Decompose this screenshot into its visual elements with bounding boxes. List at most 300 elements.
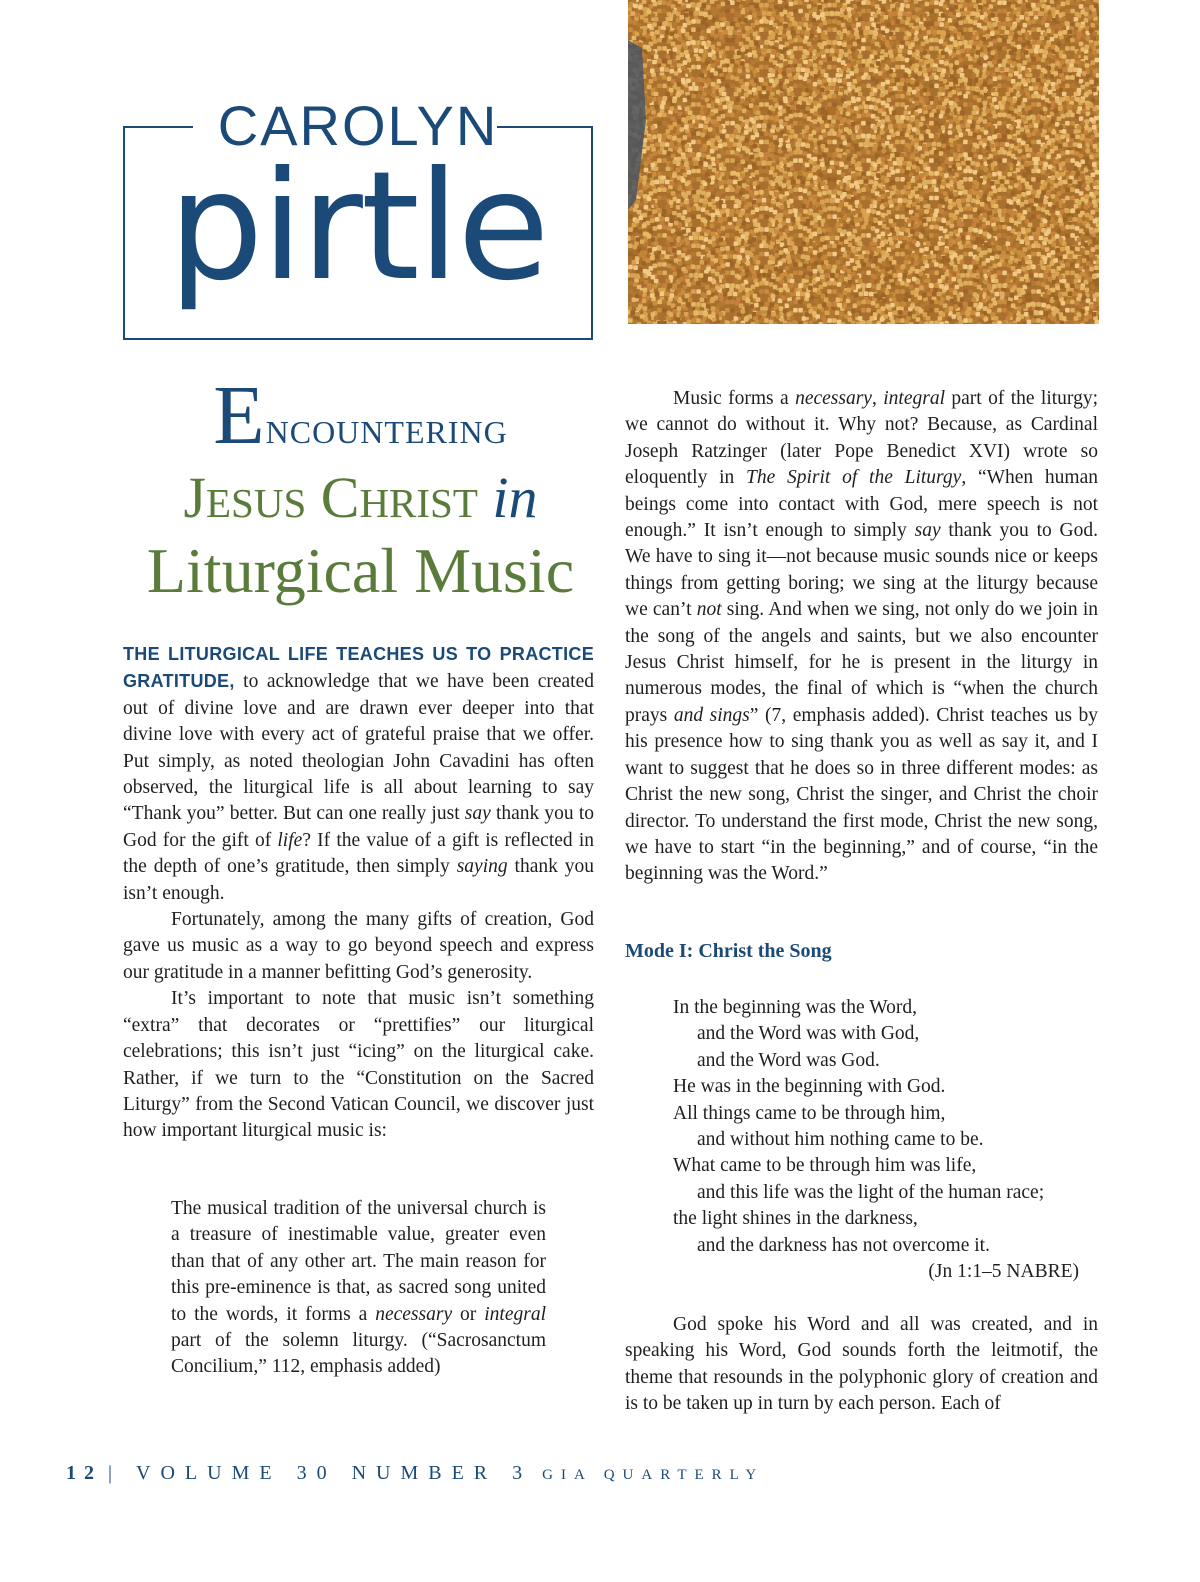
mosaic-tile [759, 27, 764, 32]
mosaic-tile [876, 173, 881, 178]
mosaic-tile [1010, 69, 1015, 74]
mosaic-tile [866, 158, 871, 163]
mosaic-tile [696, 140, 701, 145]
mosaic-tile [973, 191, 978, 196]
mosaic-tile [1094, 116, 1099, 121]
mosaic-tile [660, 30, 665, 35]
mosaic-tile [959, 170, 964, 175]
mosaic-tile [857, 151, 862, 156]
mosaic-tile [785, 154, 790, 159]
mosaic-tile [1075, 114, 1080, 119]
mosaic-tile [752, 88, 757, 93]
mosaic-tile [691, 27, 696, 32]
mosaic-tile [973, 116, 978, 121]
mosaic-tile [986, 109, 991, 114]
mosaic-tile [809, 159, 814, 164]
mosaic-tile [905, 95, 910, 100]
mosaic-tile [903, 86, 908, 91]
mosaic-tile [825, 124, 830, 129]
mosaic-tile [1020, 202, 1025, 207]
mosaic-tile [939, 60, 944, 65]
mosaic-tile [730, 196, 735, 201]
mosaic-tile [738, 218, 743, 223]
mosaic-tile [1036, 190, 1041, 195]
mosaic-tile [927, 142, 932, 147]
mosaic-tile [847, 45, 852, 50]
mosaic-tile [691, 102, 696, 107]
mosaic-tile [827, 115, 832, 120]
mosaic-tile [793, 187, 798, 192]
mosaic-tile [857, 114, 862, 119]
mosaic-tile [827, 65, 832, 70]
mosaic-tile [971, 49, 976, 54]
mosaic-tile [961, 198, 966, 203]
mosaic-tile [741, 47, 746, 52]
mosaic-tile [911, 103, 916, 108]
mosaic-tile [1044, 13, 1049, 18]
mosaic-tile [751, 210, 756, 215]
mosaic-tile [915, 119, 920, 124]
mosaic-tile [1085, 63, 1090, 68]
mosaic-tile [763, 7, 768, 12]
mosaic-tile [1057, 154, 1062, 159]
mosaic-tile [653, 114, 658, 119]
mosaic-tile [725, 75, 730, 80]
mosaic-tile [1027, 133, 1032, 138]
mosaic-tile [803, 114, 808, 119]
mosaic-tile [720, 172, 725, 177]
mosaic-tile [745, 119, 750, 124]
mosaic-tile [971, 198, 976, 203]
mosaic-tile [853, 154, 858, 159]
mosaic-tile [1054, 183, 1059, 188]
mosaic-tile [1091, 23, 1096, 28]
mosaic-tile [1058, 69, 1063, 74]
mosaic-tile [1041, 58, 1046, 63]
mosaic-tile [735, 135, 740, 140]
mosaic-tile [847, 175, 852, 180]
mosaic-tile [858, 129, 863, 134]
mosaic-tile [1047, 141, 1052, 146]
mosaic-image [628, 0, 1099, 324]
mosaic-tile [866, 96, 871, 101]
mosaic-tile [696, 169, 701, 174]
mosaic-tile [741, 122, 746, 127]
mosaic-tile [717, 229, 722, 234]
mosaic-tile [791, 67, 796, 72]
mosaic-tile [967, 119, 972, 124]
mosaic-tile [789, 151, 794, 156]
mosaic-tile [1031, 214, 1036, 219]
mosaic-tile [1028, 36, 1033, 41]
mosaic-tile [1020, 90, 1025, 95]
mosaic-tile [876, 61, 881, 66]
mosaic-tile [933, 26, 938, 31]
mosaic-tile [725, 225, 730, 230]
mosaic-tile [730, 59, 735, 64]
mosaic-tile [1070, 113, 1075, 118]
mosaic-tile [827, 214, 832, 219]
mosaic-tile [662, 158, 667, 163]
mosaic-tile [892, 36, 897, 41]
mosaic-tile [762, 161, 767, 166]
mosaic-tile [881, 63, 886, 68]
mosaic-tile [1051, 63, 1056, 68]
mosaic-tile [861, 121, 866, 126]
mosaic-tile [715, 99, 720, 104]
mosaic-tile [934, 158, 939, 163]
mosaic-tile [759, 177, 764, 182]
mosaic-tile [759, 19, 764, 24]
mosaic-tile [919, 61, 924, 66]
mosaic-tile [633, 20, 638, 25]
mosaic-tile [751, 98, 756, 103]
mosaic-tile [1007, 189, 1012, 194]
mosaic-tile [723, 217, 728, 222]
mosaic-tile [729, 100, 734, 105]
mosaic-tile [754, 153, 759, 158]
mosaic-tile [881, 26, 886, 31]
mosaic-tile [686, 4, 691, 9]
mosaic-tile [1023, 210, 1028, 215]
mosaic-tile [840, 200, 845, 205]
mosaic-tile [1094, 41, 1099, 46]
mosaic-tile [983, 175, 988, 180]
mosaic-tile [899, 119, 904, 124]
mosaic-tile [749, 42, 754, 47]
mosaic-tile [806, 144, 811, 149]
mosaic-tile [997, 150, 1002, 155]
mosaic-tile [871, 60, 876, 65]
mosaic-tile [949, 7, 954, 12]
mosaic-tile [835, 86, 840, 91]
mosaic-tile [893, 198, 898, 203]
mosaic-tile [892, 110, 897, 115]
mosaic-tile [741, 159, 746, 164]
mosaic-tile [861, 171, 866, 176]
mosaic-tile [756, 0, 761, 3]
mosaic-tile [793, 134, 798, 139]
mosaic-tile [824, 148, 829, 153]
mosaic-tile [871, 2, 876, 7]
mosaic-tile [976, 200, 981, 205]
mosaic-tile [856, 135, 861, 140]
mosaic-tile [900, 131, 905, 136]
mosaic-tile [1031, 19, 1036, 24]
mosaic-tile [968, 214, 973, 219]
mosaic-tile [968, 131, 973, 136]
mosaic-tile [1023, 60, 1028, 65]
mosaic-tile [1054, 146, 1059, 151]
mosaic-tile [949, 82, 954, 87]
mosaic-tile [866, 171, 871, 176]
mosaic-tile [720, 135, 725, 140]
mosaic-tile [915, 63, 920, 68]
mosaic-tile [759, 206, 764, 211]
mosaic-tile [959, 20, 964, 25]
mosaic-tile [813, 26, 818, 31]
mosaic-tile [899, 7, 904, 12]
mosaic-tile [926, 17, 931, 22]
mosaic-tile [1062, 204, 1067, 209]
mosaic-tile [652, 60, 657, 65]
mosaic-tile [763, 194, 768, 199]
mosaic-tile [1075, 151, 1080, 156]
mosaic-tile [1070, 0, 1075, 5]
mosaic-tile [881, 138, 886, 143]
mosaic-tile [1044, 50, 1049, 55]
mosaic-tile [779, 194, 784, 199]
mosaic-tile [797, 175, 802, 180]
mosaic-tile [837, 116, 842, 121]
mosaic-tile [789, 39, 794, 44]
mosaic-tile [701, 4, 706, 9]
mosaic-tile [670, 218, 675, 223]
mosaic-tile [1013, 159, 1018, 164]
mosaic-tile [774, 117, 779, 122]
mosaic-tile [827, 131, 832, 136]
mosaic-tile [1058, 31, 1063, 36]
mosaic-tile [653, 189, 658, 194]
mosaic-tile [699, 86, 704, 91]
mosaic-tile [885, 155, 890, 160]
mosaic-tile [921, 154, 926, 159]
mosaic-tile [877, 85, 882, 90]
mosaic-tile [1041, 78, 1046, 83]
mosaic-tile [1024, 13, 1029, 18]
mosaic-tile [715, 24, 720, 29]
mosaic-tile [696, 40, 701, 45]
mosaic-tile [757, 161, 762, 166]
mosaic-tile [926, 92, 931, 97]
mosaic-tile [903, 11, 908, 16]
mosaic-tile [986, 34, 991, 39]
mosaic-tile [846, 0, 851, 4]
mosaic-tile [1057, 79, 1062, 84]
mosaic-tile [1068, 67, 1073, 72]
mosaic-tile [730, 46, 735, 51]
mosaic-tile [769, 153, 774, 158]
mosaic-tile [1058, 144, 1063, 149]
mosaic-tile [728, 67, 733, 72]
mosaic-tile [667, 97, 672, 102]
mosaic-tile [837, 41, 842, 46]
mosaic-tile [1096, 110, 1099, 115]
mosaic-tile [929, 158, 934, 163]
mosaic-tile [893, 161, 898, 166]
mosaic-tile [691, 40, 696, 45]
mosaic-tile [966, 198, 971, 203]
mosaic-tile [891, 170, 896, 175]
mosaic-tile [808, 173, 813, 178]
mosaic-tile [887, 173, 892, 178]
mosaic-tile [772, 200, 777, 205]
mosaic-tile [843, 103, 848, 108]
mosaic-tile [1089, 155, 1094, 160]
mosaic-tile [816, 52, 821, 57]
mosaic-tile [1021, 5, 1026, 10]
mosaic-tile [822, 116, 827, 121]
mosaic-tile [934, 113, 939, 118]
mosaic-tile [831, 7, 836, 12]
mosaic-tile [677, 213, 682, 218]
mosaic-tile [1000, 67, 1005, 72]
mosaic-tile [790, 17, 795, 22]
mosaic-tile [755, 133, 760, 138]
mosaic-tile [670, 31, 675, 36]
mosaic-tile [832, 190, 837, 195]
mosaic-tile [1091, 173, 1096, 178]
mosaic-tile [817, 155, 822, 160]
mosaic-tile [701, 170, 706, 175]
mosaic-tile [840, 162, 845, 167]
mosaic-tile [939, 135, 944, 140]
mosaic-tile [898, 48, 903, 53]
mosaic-tile [695, 157, 700, 162]
mosaic-tile [638, 192, 643, 197]
mosaic-tile [1068, 30, 1073, 35]
mosaic-tile [840, 13, 845, 18]
mosaic-tile [749, 192, 754, 197]
mosaic-tile [924, 22, 929, 27]
mosaic-tile [895, 190, 900, 195]
mosaic-tile [748, 15, 753, 20]
mosaic-tile [837, 95, 842, 100]
mosaic-tile [1036, 115, 1041, 120]
mosaic-tile [779, 119, 784, 124]
mosaic-tile [686, 116, 691, 121]
mosaic-tile [1055, 61, 1060, 66]
mosaic-tile [900, 65, 905, 70]
mosaic-tile [1063, 180, 1068, 185]
mosaic-tile [871, 22, 876, 27]
mosaic-tile [733, 67, 738, 72]
mosaic-tile [823, 133, 828, 138]
mosaic-tile [759, 140, 764, 145]
mosaic-tile [772, 13, 777, 18]
mosaic-tile [1035, 82, 1040, 87]
mosaic-tile [824, 36, 829, 41]
mosaic-tile [672, 173, 677, 178]
mosaic-tile [657, 0, 662, 5]
mosaic-tile [884, 15, 889, 20]
mosaic-tile [866, 59, 871, 64]
mosaic-tile [1002, 187, 1007, 192]
mosaic-tile [890, 191, 895, 196]
mosaic-tile [939, 97, 944, 102]
mosaic-tile [728, 179, 733, 184]
mosaic-tile [672, 61, 677, 66]
mosaic-tile [636, 200, 641, 205]
mosaic-tile [677, 82, 682, 87]
mosaic-tile [1073, 67, 1078, 72]
mosaic-tile [725, 158, 730, 163]
mosaic-tile [900, 102, 905, 107]
mosaic-tile [779, 138, 784, 143]
mosaic-tile [688, 185, 693, 190]
mosaic-tile [822, 191, 827, 196]
mosaic-tile [910, 80, 915, 85]
mosaic-tile [789, 77, 794, 82]
mosaic-tile [677, 63, 682, 68]
mosaic-tile [819, 210, 824, 215]
mosaic-tile [1051, 194, 1056, 199]
mosaic-tile [1065, 75, 1070, 80]
mosaic-tile [643, 26, 648, 31]
mosaic-tile [816, 165, 821, 170]
mosaic-tile [763, 119, 768, 124]
mosaic-tile [820, 200, 825, 205]
mosaic-tile [1002, 38, 1007, 43]
mosaic-tile [789, 114, 794, 119]
mosaic-tile [921, 79, 926, 84]
mosaic-tile [905, 153, 910, 158]
mosaic-tile [1078, 69, 1083, 74]
mosaic-tile [793, 22, 798, 27]
mosaic-tile [1002, 121, 1007, 126]
mosaic-tile [1007, 22, 1012, 27]
mosaic-tile [699, 124, 704, 129]
mosaic-tile [657, 196, 662, 201]
mosaic-tile [797, 63, 802, 68]
mosaic-tile [715, 61, 720, 66]
mosaic-tile [1095, 20, 1099, 25]
mosaic-tile [1095, 133, 1099, 138]
mosaic-tile [711, 157, 716, 162]
mosaic-tile [649, 42, 654, 47]
mosaic-tile [711, 7, 716, 12]
mosaic-tile [730, 121, 735, 126]
mosaic-tile [1078, 31, 1083, 36]
mosaic-tile [1024, 125, 1029, 130]
mosaic-tile [691, 169, 696, 174]
mosaic-tile [1047, 103, 1052, 108]
mosaic-tile [654, 129, 659, 134]
mosaic-tile [861, 59, 866, 64]
mosaic-tile [803, 39, 808, 44]
mosaic-tile [1024, 200, 1029, 205]
mosaic-tile [657, 150, 662, 155]
mosaic-tile [649, 116, 654, 121]
mosaic-tile [733, 142, 738, 147]
mosaic-tile [798, 0, 803, 5]
mosaic-tile [1036, 57, 1041, 62]
mosaic-tile [1060, 22, 1065, 27]
mosaic-tile [983, 63, 988, 68]
mosaic-tile [866, 150, 871, 155]
mosaic-tile [856, 22, 861, 27]
mosaic-tile [798, 9, 803, 14]
mosaic-tile [918, 183, 923, 188]
mosaic-tile [654, 167, 659, 172]
mosaic-tile [764, 169, 769, 174]
mosaic-tile [968, 65, 973, 70]
mosaic-tile [689, 86, 694, 91]
mosaic-tile [937, 30, 942, 35]
mosaic-tile [929, 22, 934, 27]
mosaic-tile [729, 63, 734, 68]
mosaic-tile [711, 119, 716, 124]
mosaic-tile [1036, 27, 1041, 32]
mosaic-tile [952, 202, 957, 207]
mosaic-pattern [628, 0, 1099, 324]
mosaic-tile [924, 60, 929, 65]
mosaic-tile [895, 131, 900, 136]
mosaic-tile [1013, 197, 1018, 202]
mosaic-tile [959, 58, 964, 63]
mosaic-tile [696, 102, 701, 107]
mosaic-tile [949, 101, 954, 106]
